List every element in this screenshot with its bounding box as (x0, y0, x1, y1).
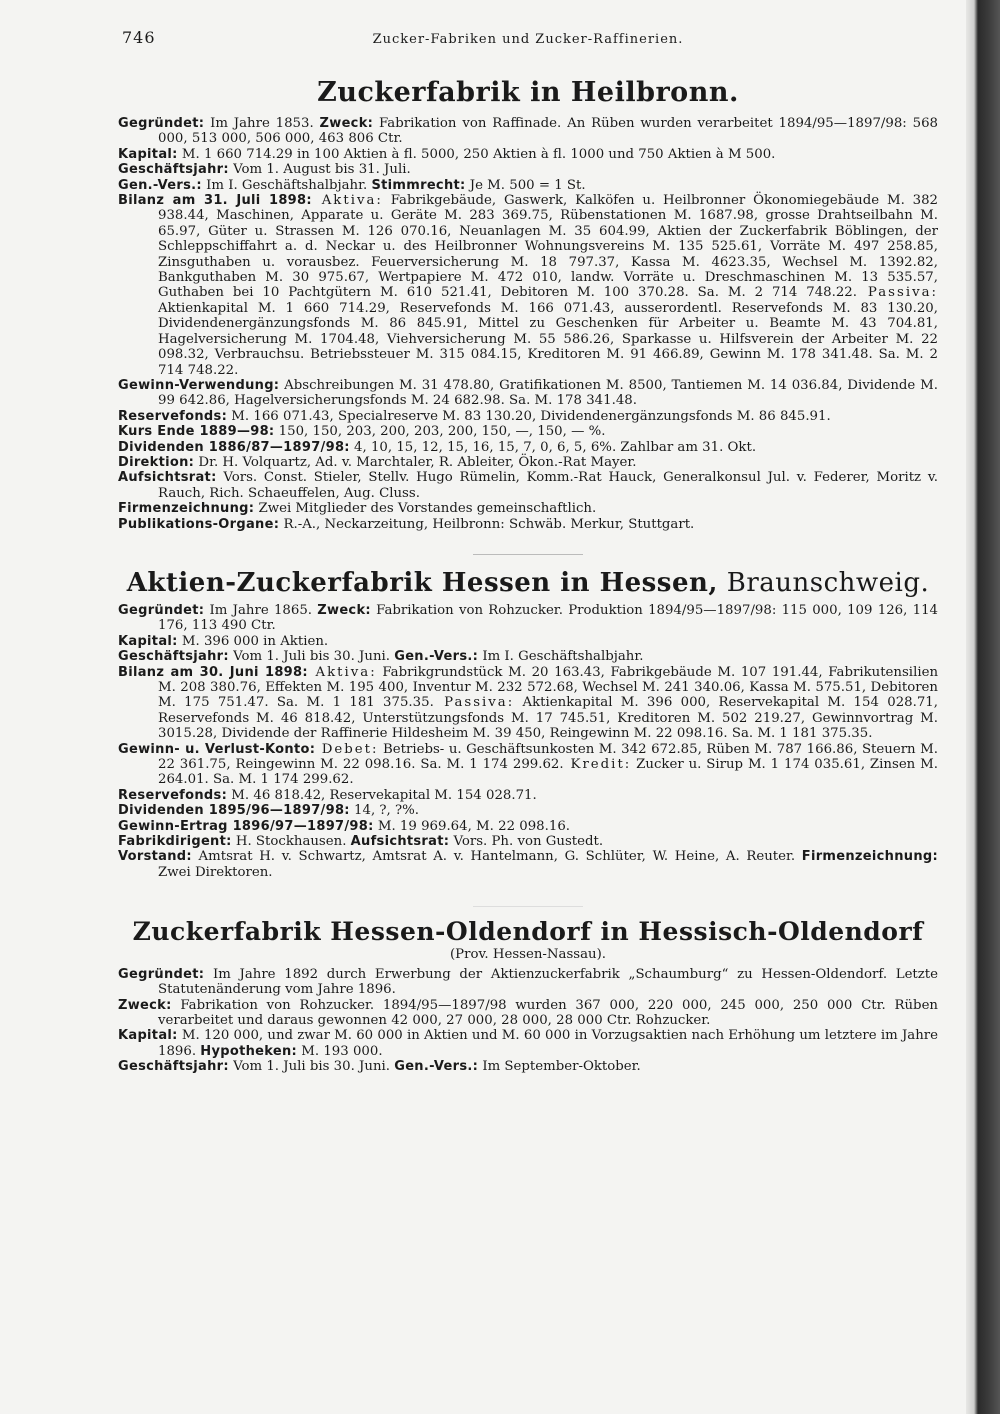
section-title-heilbronn: Zuckerfabrik in Heilbronn. (317, 77, 739, 108)
entry-label: Reservefonds: (118, 787, 228, 803)
entry-gewinn-ertrag (118, 819, 938, 834)
entry-text: Vors. Ph. von Gustedt. (449, 834, 604, 850)
aktiva-label: Aktiva: (307, 664, 377, 680)
section-title-hessen (118, 567, 938, 599)
entry-text: Vom 1. Juli bis 30. Juni. (228, 1059, 395, 1075)
entry-label: Stimmrecht: (371, 177, 466, 193)
entry-label: Bilanz am 31. Juli 1898: (118, 193, 312, 209)
entry-text: H. Stockhausen. (231, 834, 351, 850)
entry-label: Kurs Ende 1889—98: (118, 424, 275, 440)
entry-label: Aufsichtsrat: (350, 834, 450, 850)
entry-bilanz (118, 665, 938, 742)
entry-label: Bilanz am 30. Juni 1898: (118, 664, 308, 680)
entry-kapital (118, 147, 938, 162)
entry-text: Fabrikation von Raffinade. An Rüben wurden verarbeitet 1894/95—1897/98: 568 000, 513 000, 506 000, 463 806 Ctr. (158, 116, 938, 147)
passiva-label: Passiva: (857, 285, 938, 301)
entry-label: Gegründet: (118, 116, 205, 131)
entry-label: Firmenzeichnung: (801, 849, 938, 865)
aktiva-label: Aktiva: (311, 193, 383, 209)
entry-text: Zucker u. Sirup M. 1 174 035.61, Zinsen M. 264.01. Sa. M. 1 174 299.62. (158, 757, 938, 788)
entry-text: Vors. Const. Stieler, Stellv. Hugo Rümelin, Komm.-Rat Hauck, Generalkonsul Jul. v. Federer, Moritz v. Rauch, Rich. Schaeuffelen, Aug. Cluss. (158, 470, 938, 501)
section-divider (473, 554, 583, 555)
title-bold-part: Aktien-Zuckerfabrik Hessen in Hessen, (126, 567, 718, 598)
entry-label: Geschäftsjahr: (118, 162, 229, 178)
entry-text: M. 396 000 in Aktien. (177, 633, 329, 649)
entry-label: Geschäftsjahr: (118, 649, 229, 665)
section-subtitle: (Prov. Hessen-Nassau). (449, 947, 607, 963)
entry-text: Im I. Geschäftshalbjahr. (201, 177, 372, 193)
page-binding-edge (966, 0, 1000, 1414)
entry-gen-vers (118, 178, 938, 193)
entry-label: Hypotheken: (200, 1043, 298, 1059)
entry-text: Im I. Geschäftshalbjahr. (478, 649, 644, 665)
entry-gewinn-verwendung (118, 378, 938, 409)
entry-text: 14, ?, ?%. (349, 803, 419, 819)
entry-text: M. 120 000, und zwar M. 60 000 in Aktien und M. 60 000 in Vorzugsaktien nach Erhöhung um letztere im Jahre 1896. (158, 1028, 939, 1059)
entry-geschaeftsjahr (118, 1059, 938, 1074)
entry-firmenzeichnung (118, 501, 938, 516)
entry-label: Zweck: (317, 602, 371, 618)
entry-label: Gewinn-Verwendung: (118, 377, 280, 393)
entry-text: Betriebs- u. Geschäftsunkosten M. 342 672.85, Rüben M. 787 166.86, Steuern M. 22 361.75, Reingewinn M. 22 098.16. Sa. M. 1 174 299.62. (158, 741, 938, 773)
entry-zweck (118, 998, 938, 1029)
entry-vorstand (118, 849, 938, 880)
entry-label: Dividenden 1895/96—1897/98: (118, 803, 350, 819)
entry-label: Gewinn- u. Verlust-Konto: (118, 741, 316, 757)
entry-label: Dividenden 1886/87—1897/98: (118, 439, 350, 455)
entry-kapital (118, 634, 938, 649)
entry-label: Gen.-Vers.: (394, 649, 479, 665)
section-title-hessen-oldendorf: Zuckerfabrik Hessen-Oldendorf in Hessisch-Oldendorf (132, 917, 924, 947)
entry-text: 150, 150, 203, 200, 203, 200, 150, —, 150, — %. (274, 424, 606, 440)
entry-aufsichtsrat (118, 470, 938, 501)
entry-label: Gegründet: (118, 966, 205, 982)
title-tail-part: Braunschweig. (717, 567, 930, 598)
entry-geschaeftsjahr (118, 649, 938, 664)
entry-text: Je M. 500 = 1 St. (465, 177, 586, 193)
entry-direktion (118, 455, 938, 470)
document-page (118, 30, 938, 1075)
entry-text: Fabrikation von Rohzucker. Produktion 1894/95—1897/98: 115 000, 109 126, 114 176, 113 490 Ctr. (158, 602, 938, 634)
entry-text: Dr. H. Volquartz, Ad. v. Marchtaler, R. Ableiter, Ökon.-Rat Mayer. (194, 454, 637, 470)
entry-text: Zwei Mitglieder des Vorstandes gemeinschaftlich. (254, 501, 597, 517)
entry-text: Amtsrat H. v. Schwartz, Amtsrat A. v. Hantelmann, G. Schlüter, W. Heine, A. Reuter. (191, 849, 802, 865)
entry-text: Abschreibungen M. 31 478.80, Gratifikationen M. 8500, Tantiemen M. 14 036.84, Dividende M. 99 642.86, Hagelversicherungsfonds M. 24 682.98. Sa. M. 178 341.48. (158, 377, 938, 409)
debet-label: Debet: (315, 741, 379, 757)
entry-label: Gen.-Vers.: (118, 177, 202, 193)
entry-fabrikdirigent (118, 834, 938, 849)
entry-label: Vorstand: (118, 849, 192, 865)
entry-label: Gen.-Vers.: (394, 1059, 479, 1075)
entry-text: Fabrikation von Rohzucker. 1894/95—1897/98 wurden 367 000, 220 000, 245 000, 250 000 Ctr. Rüben verarbeitet und daraus gewonnen 42 000, 27 000, 28 000, 28 000 Ctr. Rohzucker. (158, 997, 938, 1028)
entry-gegruendet (118, 967, 938, 998)
entry-label: Publikations-Organe: (118, 516, 280, 532)
entry-text: M. 46 818.42, Reservekapital M. 154 028.71. (227, 787, 537, 803)
entry-label: Gewinn-Ertrag 1896/97—1897/98: (118, 818, 374, 834)
entry-text: Im Jahre 1865. (204, 602, 318, 618)
entry-label: Zweck: (118, 997, 172, 1013)
entry-label: Firmenzeichnung: (118, 501, 255, 517)
entry-bilanz (118, 193, 938, 378)
entry-text: Im Jahre 1892 durch Erwerbung der Aktienzuckerfabrik „Schaumburg“ zu Hessen-Oldendorf. Letzte Statutenänderung vom Jahre 1896. (158, 966, 938, 998)
entry-gegruendet (118, 116, 938, 147)
entry-dividenden (118, 803, 938, 818)
entry-label: Reservefonds: (118, 408, 228, 424)
entry-text: Aktienkapital M. 1 660 714.29, Reservefonds M. 166 071.43, ausserordentl. Reservefonds M. 83 130.20, Dividendenergänzungsfonds M. 86 845.91, Mittel zu Geschenken für Arbeiter u. Beamte M. 43 704.81, Hagelversicherung M. 1704.48, Viehversicherung M. 55 586.26, Sparkasse u. Hilfsverein der Arbeiter M. 22 098.32, Verbrauchsu. Betriebssteuer M. 315 084.15, Kreditoren M. 91 466.89, Gewinn M. 178 341.48. Sa. M. 2 714 748.22. (158, 300, 938, 378)
entry-label: Geschäftsjahr: (118, 1059, 229, 1075)
entry-label: Aufsichtsrat: (118, 470, 217, 486)
entry-label: Zweck: (319, 116, 374, 131)
entry-text: M. 1 660 714.29 in 100 Aktien à fl. 5000, 250 Aktien à fl. 1000 und 750 Aktien à M 500. (177, 146, 776, 162)
entry-reservefonds (118, 788, 938, 803)
entry-text: Vom 1. August bis 31. Juli. (228, 162, 411, 178)
passiva-label: Passiva: (433, 695, 515, 711)
entry-text: Fabrikgrundstück M. 20 163.43, Fabrikgebäude M. 107 191.44, Fabrikutensilien M. 208 380.76, Effekten M. 195 400, Inventur M. 232 572.68, Wechsel M. 241 340.06, Kassa M. 575.51, Debitoren M. 175 751.47. Sa. M. 1 181 375.35. (158, 664, 939, 711)
entry-label: Gegründet: (118, 602, 205, 618)
entry-label: Kapital: (118, 1028, 178, 1044)
entry-gegruendet (118, 603, 938, 634)
entry-label: Kapital: (118, 633, 178, 649)
entry-label: Direktion: (118, 454, 195, 470)
entry-text: Im September-Oktober. (478, 1059, 641, 1075)
entry-reservefonds (118, 409, 938, 424)
entry-kurs (118, 424, 938, 439)
entry-label: Kapital: (118, 146, 178, 162)
kredit-label: Kredit: (563, 757, 632, 773)
running-title: Zucker-Fabriken und Zucker-Raffinerien. (372, 32, 684, 47)
entry-text: Vom 1. Juli bis 30. Juni. (228, 649, 395, 665)
entry-text: 4, 10, 15, 12, 15, 16, 15, 7, 0, 6, 5, 6%. Zahlbar am 31. Okt. (349, 439, 757, 455)
entry-text: M. 166 071.43, Specialreserve M. 83 130.20, Dividendenergänzungsfonds M. 86 845.91. (227, 408, 831, 424)
entry-text: R.-A., Neckarzeitung, Heilbronn: Schwäb. Merkur, Stuttgart. (279, 516, 695, 532)
page-number: 746 (122, 28, 156, 47)
entry-kapital (118, 1028, 938, 1059)
section-divider (473, 906, 583, 907)
entry-geschaeftsjahr (118, 162, 938, 177)
running-head (118, 30, 938, 54)
entry-publikations-organe (118, 517, 938, 532)
entry-text: Im Jahre 1853. (204, 116, 320, 131)
entry-text: Fabrikgebäude, Gaswerk, Kalköfen u. Heilbronner Ökonomiegebäude M. 382 938.44, Maschinen, Apparate u. Geräte M. 283 369.75, Rübenstationen M. 1687.98, grosse Drahtseilbahn M. 65.97, Güter u. Strassen M. 126 070.16, Neuanlagen M. 35 604.99, Aktien der Zuckerfabrik Böblingen, der Schleppschiffahrt a. d. Neckar u. des Heilbronner Wohnungsvereins M. 135 525.61, Vorräte M. 497 258.85, Zinsguthaben u. vorausbez. Feuerversicherung M. 18 797.37, Kassa M. 4623.35, Wechsel M. 1392.82, Bankguthaben M. 30 975.67, Wertpapiere M. 472 010, landw. Vorräte u. Dreschmaschinen M. 13 535.57, Guthaben bei 10 Pachtgütern M. 610 521.41, Debitoren M. 100 370.28. Sa. M. 2 714 748.22. (158, 193, 939, 301)
entry-text: M. 193 000. (297, 1043, 383, 1059)
entry-dividenden (118, 440, 938, 455)
entry-gewinn-verlust (118, 742, 938, 788)
entry-text: Zwei Direktoren. (158, 864, 273, 880)
entry-label: Fabrikdirigent: (118, 834, 232, 850)
entry-text: Aktienkapital M. 396 000, Reservekapital M. 154 028.71, Reservefonds M. 46 818.42, Unterstützungsfonds M. 17 745.51, Kreditoren M. 502 219.27, Gewinnvortrag M. 3015.28, Dividende der Raffinerie Hildesheim M. 39 450, Reingewinn M. 22 098.16. Sa. M. 1 181 375.35. (158, 695, 938, 742)
entry-text: M. 19 969.64, M. 22 098.16. (373, 818, 571, 834)
